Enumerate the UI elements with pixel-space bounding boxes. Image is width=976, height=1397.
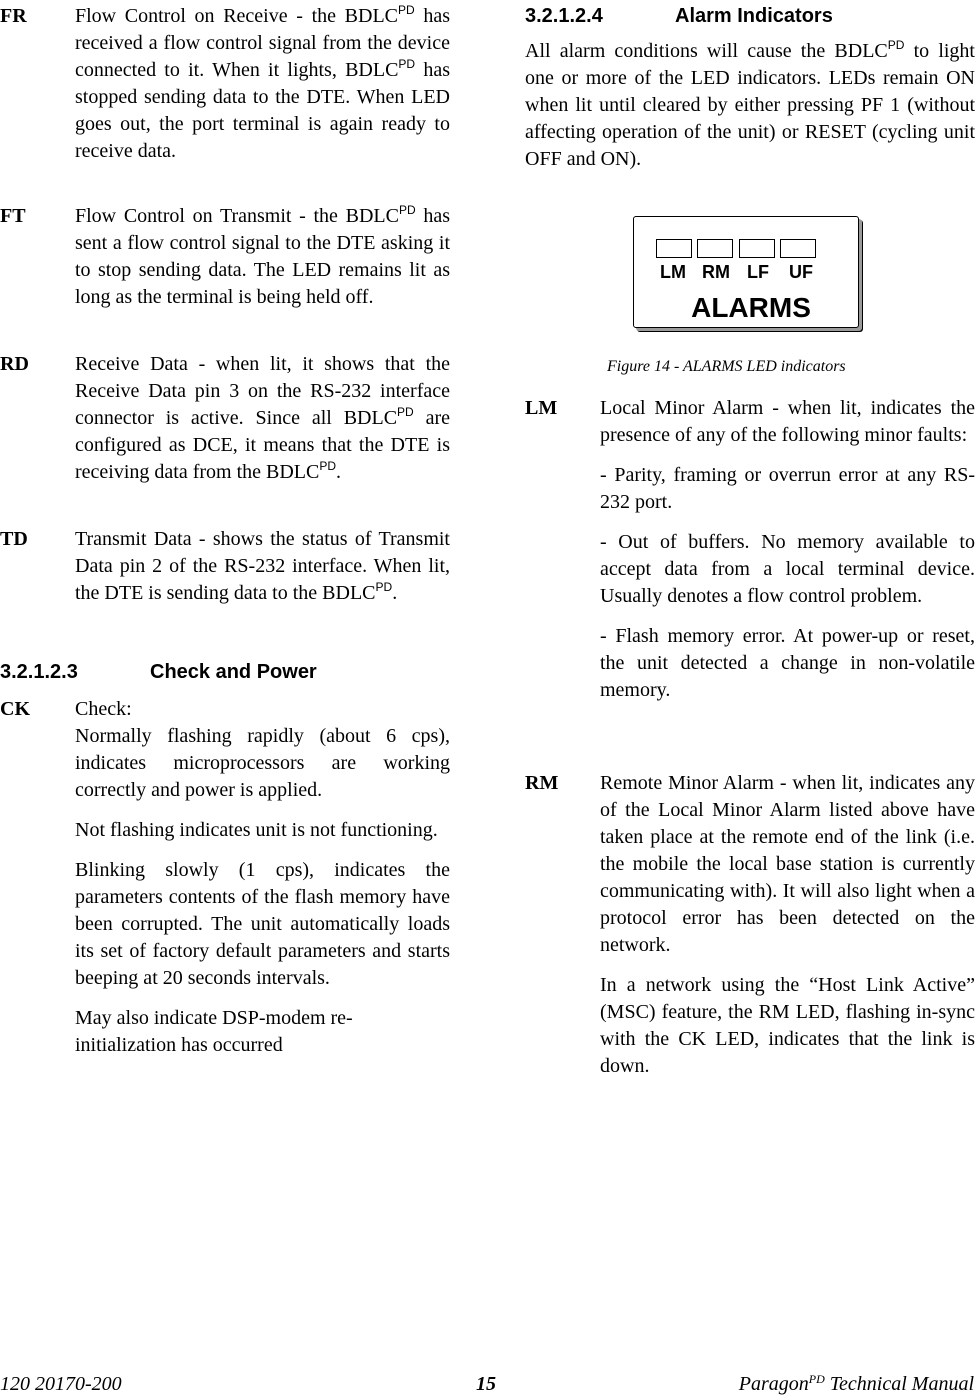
alarms-panel-title: ALARMS (691, 292, 811, 323)
lm-fault-flash: - Flash memory error. At power-up or reset, the unit detected a change in non-volatile memory. (600, 625, 975, 701)
lm-fault-buffers: - Out of buffers. No memory available to accept data from a local terminal device. Usually denotes a flow control problem. (600, 531, 975, 607)
ck-not-flashing: Not flashing indicates unit is not functioning. (75, 819, 438, 841)
led-label-rm: RM (702, 262, 730, 282)
td-description: Transmit Data - shows the status of Transmit Data pin 2 of the RS-232 interface. When lit, the DTE is sending data to the $BDLC^{PD}$. (75, 528, 450, 604)
entry-ck (0, 696, 450, 1059)
alarm-intro: All alarm conditions will cause the $BDLC^{PD}$ to light one or more of the LED indicators. LEDs remain ON when lit until cleared by either pressing PF 1 (without affecting operation of the unit) or RESET (cycling unit OFF and ON). (525, 38, 975, 170)
term-td: TD (0, 528, 28, 550)
term-rd: RD (0, 353, 29, 375)
figure-caption: Figure 14 - ALARMS LED indicators (607, 358, 846, 375)
led-label-lm: LM (660, 262, 686, 282)
section-title: Check and Power (150, 661, 317, 683)
lm-description: Local Minor Alarm - when lit, indicates the presence of any of the following minor faults: (600, 397, 975, 446)
ck-dsp-modem: May also indicate DSP-modem re-initialization has occurred (75, 1007, 353, 1056)
entry-lm (525, 395, 975, 704)
alarms-led-panel (633, 216, 859, 328)
rd-description: Receive Data - when lit, it shows that the Receive Data pin 3 on the RS-232 interface connector is active. Since all $BDLC^{PD}$ are configured as DCE, it means that the DTE is receiving data from the $BDLC^{PD}$. (75, 353, 450, 483)
entry-rd (0, 351, 450, 486)
led-label-lf: LF (747, 262, 769, 282)
term-rm: RM (525, 772, 559, 794)
entry-ft (0, 203, 450, 311)
section-number: 3.2.1.2.3 (0, 661, 78, 683)
led-lf-indicator (739, 239, 775, 258)
section-number: 3.2.1.2.4 (525, 5, 603, 27)
footer-manual-title: Paragon$^{PD}$ Technical Manual (738, 1371, 974, 1395)
led-lm-indicator (656, 239, 692, 258)
lm-fault-parity: - Parity, framing or overrun error at any RS-232 port. (600, 464, 975, 513)
term-fr: FR (0, 5, 27, 27)
entry-fr (0, 3, 450, 165)
section-heading-check-power (0, 659, 450, 686)
fr-description: Flow Control on Receive - the $BDLC^{PD}$ has received a flow control signal from the device connected to it. When it lights, $BDLC^{PD}$ has stopped sending data to the DTE. When LED goes out, the port terminal is again ready to receive data. (75, 3, 450, 162)
term-ft: FT (0, 205, 26, 227)
footer-page-number: 15 (476, 1373, 496, 1395)
section-heading-alarm-indicators (525, 3, 975, 30)
entry-rm (525, 770, 975, 1080)
entry-td (0, 526, 450, 607)
ck-blinking-slowly: Blinking slowly (1 cps), indicates the parameters contents of the flash memory have been corrupted. The unit automatically loads its set of factory default parameters and starts beeping at 20 seconds intervals. (75, 859, 450, 989)
ft-description: Flow Control on Transmit - the $BDLC^{PD}$ has sent a flow control signal to the DTE asking it to stop sending data. The LED remains lit as long as the terminal is being held off. (75, 203, 450, 308)
ck-normal: Normally flashing rapidly (about 6 cps), indicates microprocessors are working correctly and power is applied. (75, 725, 450, 801)
led-label-uf: UF (789, 262, 813, 282)
led-uf-indicator (780, 239, 816, 258)
section-title: Alarm Indicators (675, 5, 833, 27)
footer-doc-number: 120 20170-200 (0, 1373, 122, 1395)
term-ck: CK (0, 698, 30, 720)
rm-host-link: In a network using the “Host Link Active” (MSC) feature, the RM LED, flashing in-sync with the CK LED, indicates that the link is down. (600, 974, 975, 1077)
term-lm: LM (525, 397, 558, 419)
ck-label: Check: (75, 698, 132, 720)
rm-description: Remote Minor Alarm - when lit, indicates any of the Local Minor Alarm listed above have taken place at the remote end of the link (i.e. the mobile the local base station is currently communicating with). It will also light when a protocol error has been detected on the network. (600, 772, 975, 956)
led-rm-indicator (697, 239, 733, 258)
